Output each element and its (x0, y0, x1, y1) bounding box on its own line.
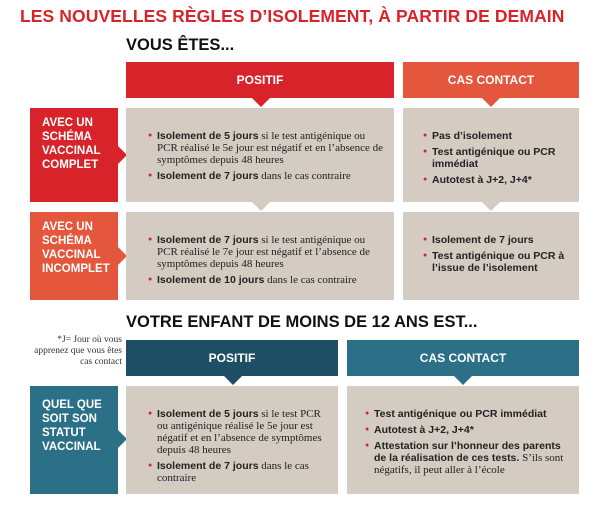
arrow-down-icon (252, 98, 270, 107)
row-label-complet (30, 108, 118, 202)
list-item: ● Attestation sur l’honneur des parents de la réalisation de ces tests. S’ils sont négatifs, il peut aller à l’école (365, 440, 571, 476)
header-positif-enfant-label: POSITIF (208, 351, 256, 365)
list-item: ● Isolement de 7 jours si le test antigénique ou PCR réalisé le 7e jour est négatif et l’absence de symptômes depuis 48 heures (148, 234, 386, 270)
cell-enfant-contact (347, 386, 579, 494)
row-label-line: QUEL QUE (42, 399, 102, 411)
row-label-line: INCOMPLET (42, 263, 110, 275)
list-item: ● Autotest à J+2, J+4* (365, 424, 571, 436)
row-label-line: AVEC UN (42, 221, 93, 233)
row-label-enfant (30, 386, 118, 494)
list-item: ● Isolement de 5 jours si le test antigénique ou PCR réalisé le 5e jour est négatif et en l’absence de symptômes depuis 48 heures (148, 130, 386, 166)
arrow-down-icon (252, 202, 270, 211)
row-label-line: VACCINAL (42, 249, 101, 261)
header-cas-contact (403, 62, 579, 98)
list-item: ● Isolement de 7 jours (423, 234, 571, 246)
header-positif-enfant (126, 340, 338, 376)
arrow-down-icon (482, 98, 500, 107)
row-label-line: STATUT (42, 427, 86, 439)
list-item: ● Test antigénique ou PCR à l’issue de l’isolement (423, 250, 571, 274)
header-cas-contact-enfant-label: CAS CONTACT (419, 351, 507, 365)
list-item: ● Test antigénique ou PCR immédiat (365, 408, 571, 420)
section1-heading: VOUS ÊTES... (126, 36, 235, 54)
footnote: *J= Jour où vous apprenez que vous êtes cas contact (34, 335, 122, 367)
row-label-line: COMPLET (42, 159, 99, 171)
row-label-line: SOIT SON (42, 413, 97, 425)
list-item: ● Isolement de 5 jours si le test PCR ou antigénique réalisé le 5e jour est négatif et en l’absence de symptômes depuis 48 heures (148, 408, 332, 456)
header-cas-contact-label: CAS CONTACT (447, 73, 535, 87)
row-label-line: AVEC UN (42, 117, 93, 129)
row-label-incomplet (30, 212, 118, 300)
cell-complet-positif (126, 108, 394, 202)
list-item: ● Isolement de 7 jours dans le cas contraire (148, 460, 332, 484)
header-cas-contact-enfant (347, 340, 579, 376)
arrow-down-icon (482, 202, 500, 211)
list-item: ● Isolement de 7 jours dans le cas contraire (148, 170, 386, 182)
list-item: ● Test antigénique ou PCR immédiat (423, 146, 571, 170)
page-title: LES NOUVELLES RÈGLES D’ISOLEMENT, À PARTIR DE DEMAIN (20, 6, 565, 26)
list-item: ● Isolement de 10 jours dans le cas contraire (148, 274, 386, 286)
row-label-line: VACCINAL (42, 145, 101, 157)
list-item: ● Autotest à J+2, J+4* (423, 174, 571, 186)
header-positif (126, 62, 394, 98)
cell-incomplet-positif (126, 212, 394, 300)
list-item: ● Pas d’isolement (423, 130, 571, 142)
row-label-line: VACCINAL (42, 441, 101, 453)
cell-enfant-positif (126, 386, 338, 494)
header-positif-label: POSITIF (236, 73, 284, 87)
row-label-line: SCHÉMA (42, 131, 92, 143)
row-label-line: SCHÉMA (42, 235, 92, 247)
cell-complet-contact (403, 108, 579, 202)
section2-heading: VOTRE ENFANT DE MOINS DE 12 ANS EST... (126, 313, 478, 331)
cell-incomplet-contact (403, 212, 579, 300)
arrow-down-icon (224, 376, 242, 385)
arrow-down-icon (454, 376, 472, 385)
